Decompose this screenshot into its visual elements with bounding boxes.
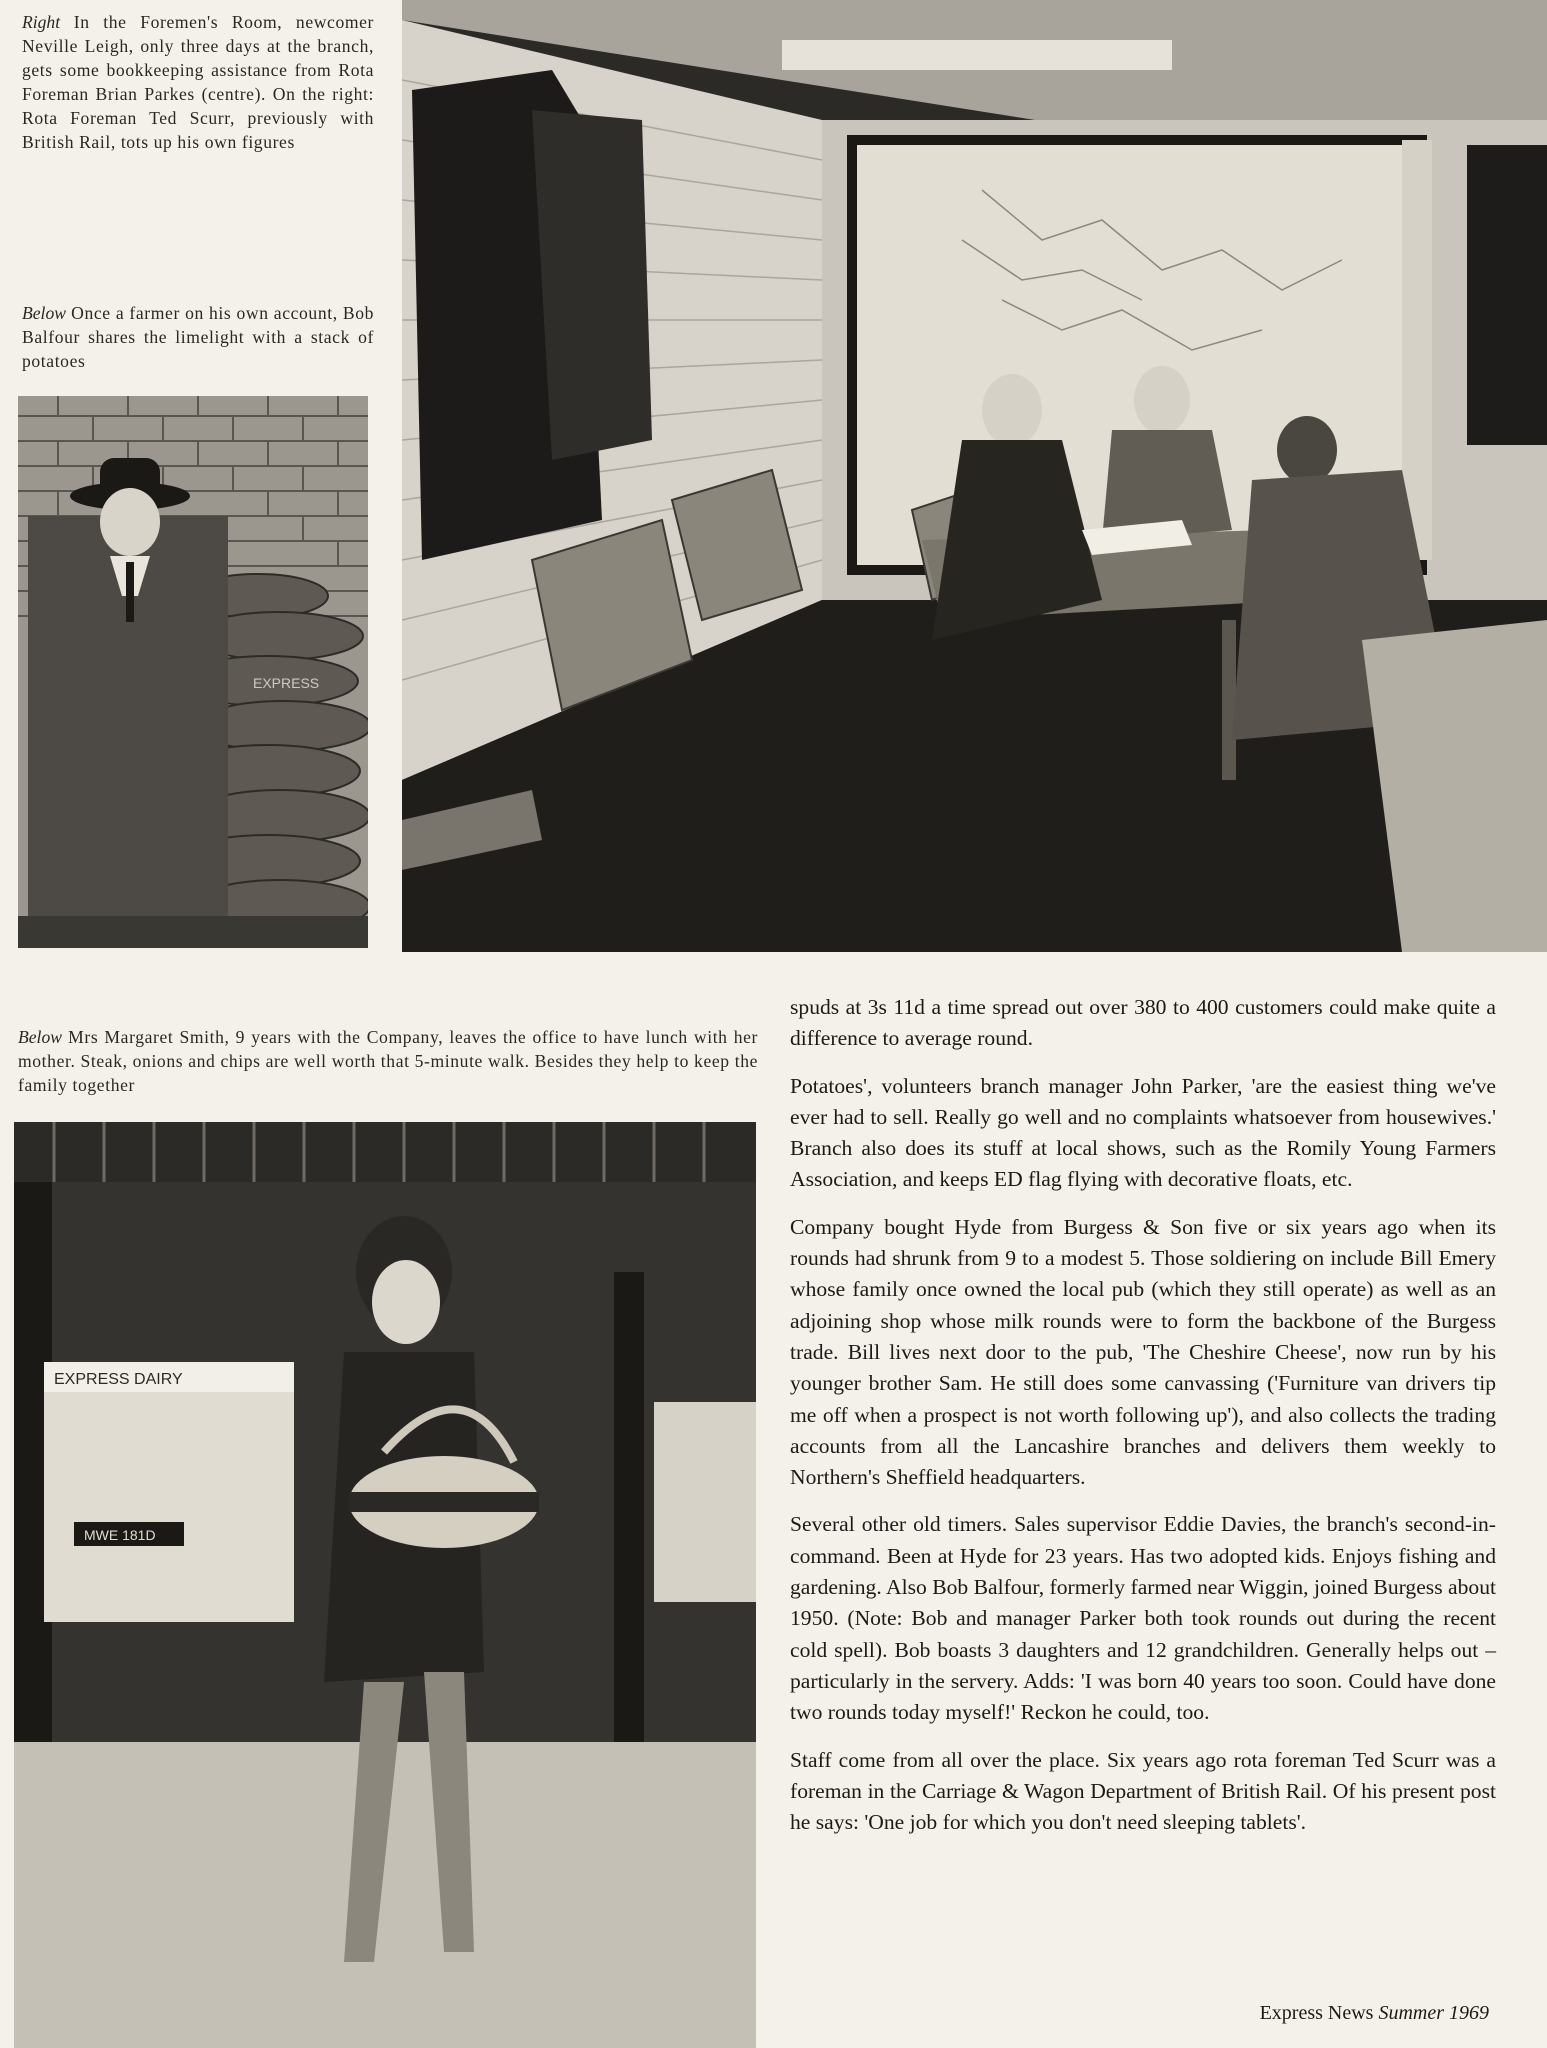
caption-text: Once a farmer on his own account, Bob Balfour shares the limelight with a stack of potatoes — [22, 303, 375, 371]
caption-margaret-smith — [18, 1025, 758, 1097]
photo-margaret-smith — [14, 1122, 756, 2048]
photo-foremen-room — [402, 0, 1547, 952]
caption-foremen-room — [22, 10, 374, 154]
article-body — [790, 992, 1496, 1854]
sack-label: EXPRESS — [253, 675, 320, 691]
caption-text: Mrs Margaret Smith, 9 years with the Company, leaves the office to have lunch with her mother. Steak, onions and chips are well worth that 5-minute walk. Besides they help to keep the family together — [18, 1027, 758, 1095]
issue-label: Summer 1969 — [1378, 2002, 1489, 2024]
page-footer — [1260, 2002, 1489, 2025]
article-paragraph: Potatoes', volunteers branch manager John Parker, 'are the easiest thing we've ever had to sell. Really go well and no complaints whatsoever from housewives.' Branch also does its stuff at local shows, such as the Romily Young Farmers Association, and keeps ED flag flying with decorative floats, etc. — [790, 1073, 1496, 1192]
dairy-sign: EXPRESS DAIRY — [54, 1371, 183, 1388]
caption-text: In the Foremen's Room, newcomer Neville Leigh, only three days at the branch, gets some bookkeeping assistance from Rota Foreman Brian Parkes (centre). On the right: Rota Foreman Ted Scurr, previously with British Rail, tots up his own figures — [22, 12, 374, 152]
caption-bob-balfour — [22, 301, 374, 373]
publication-name: Express News — [1259, 2002, 1374, 2024]
article-paragraph: spuds at 3s 11d a time spread out over 380 to 400 customers could make quite a difference to average round. — [790, 995, 1496, 1051]
photo-bob-balfour — [18, 396, 368, 948]
article-paragraph: Several other old timers. Sales supervisor Eddie Davies, the branch's second-in-command. Been at Hyde for 23 years. Has two adopted kids. Enjoys fishing and gardening. Also Bob Balfour, formerly farmed near Wiggin, joined Burgess about 1950. (Note: Bob and manager Parker both took rounds out during the recent cold spell). Bob boasts 3 daughters and 12 grandchildren. Generally helps out – particularly in the servery. Adds: 'I was born 40 years too soon. Could have done two rounds today myself!' Reckon he could, too. — [790, 1512, 1496, 1725]
number-plate: MWE 181D — [84, 1527, 156, 1543]
article-paragraph: Company bought Hyde from Burgess & Son five or six years ago when its rounds had shrunk from 9 to a modest 5. Those soldiering on include Bill Emery whose family once owned the local pub (which they still operate) as well as an adjoining shop whose milk rounds were to form the backbone of the Burgess trade. Bill lives next door to the pub, 'The Cheshire Cheese', now run by his younger brother Sam. He still does some canvassing ('Furniture van drivers tip me off when a prospect is not worth following up'), and also collects the trading accounts from all the Lancashire branches and delivers them weekly to Northern's Sheffield headquarters. — [790, 1214, 1496, 1490]
caption-lead: Below — [18, 1027, 62, 1047]
caption-lead: Right — [22, 12, 61, 32]
article-paragraph: Staff come from all over the place. Six years ago rota foreman Ted Scurr was a foreman in the Carriage & Wagon Department of British Rail. Of his present post he says: 'One job for which you don't need sleeping tablets'. — [790, 1747, 1496, 1835]
caption-lead: Below — [22, 303, 66, 323]
